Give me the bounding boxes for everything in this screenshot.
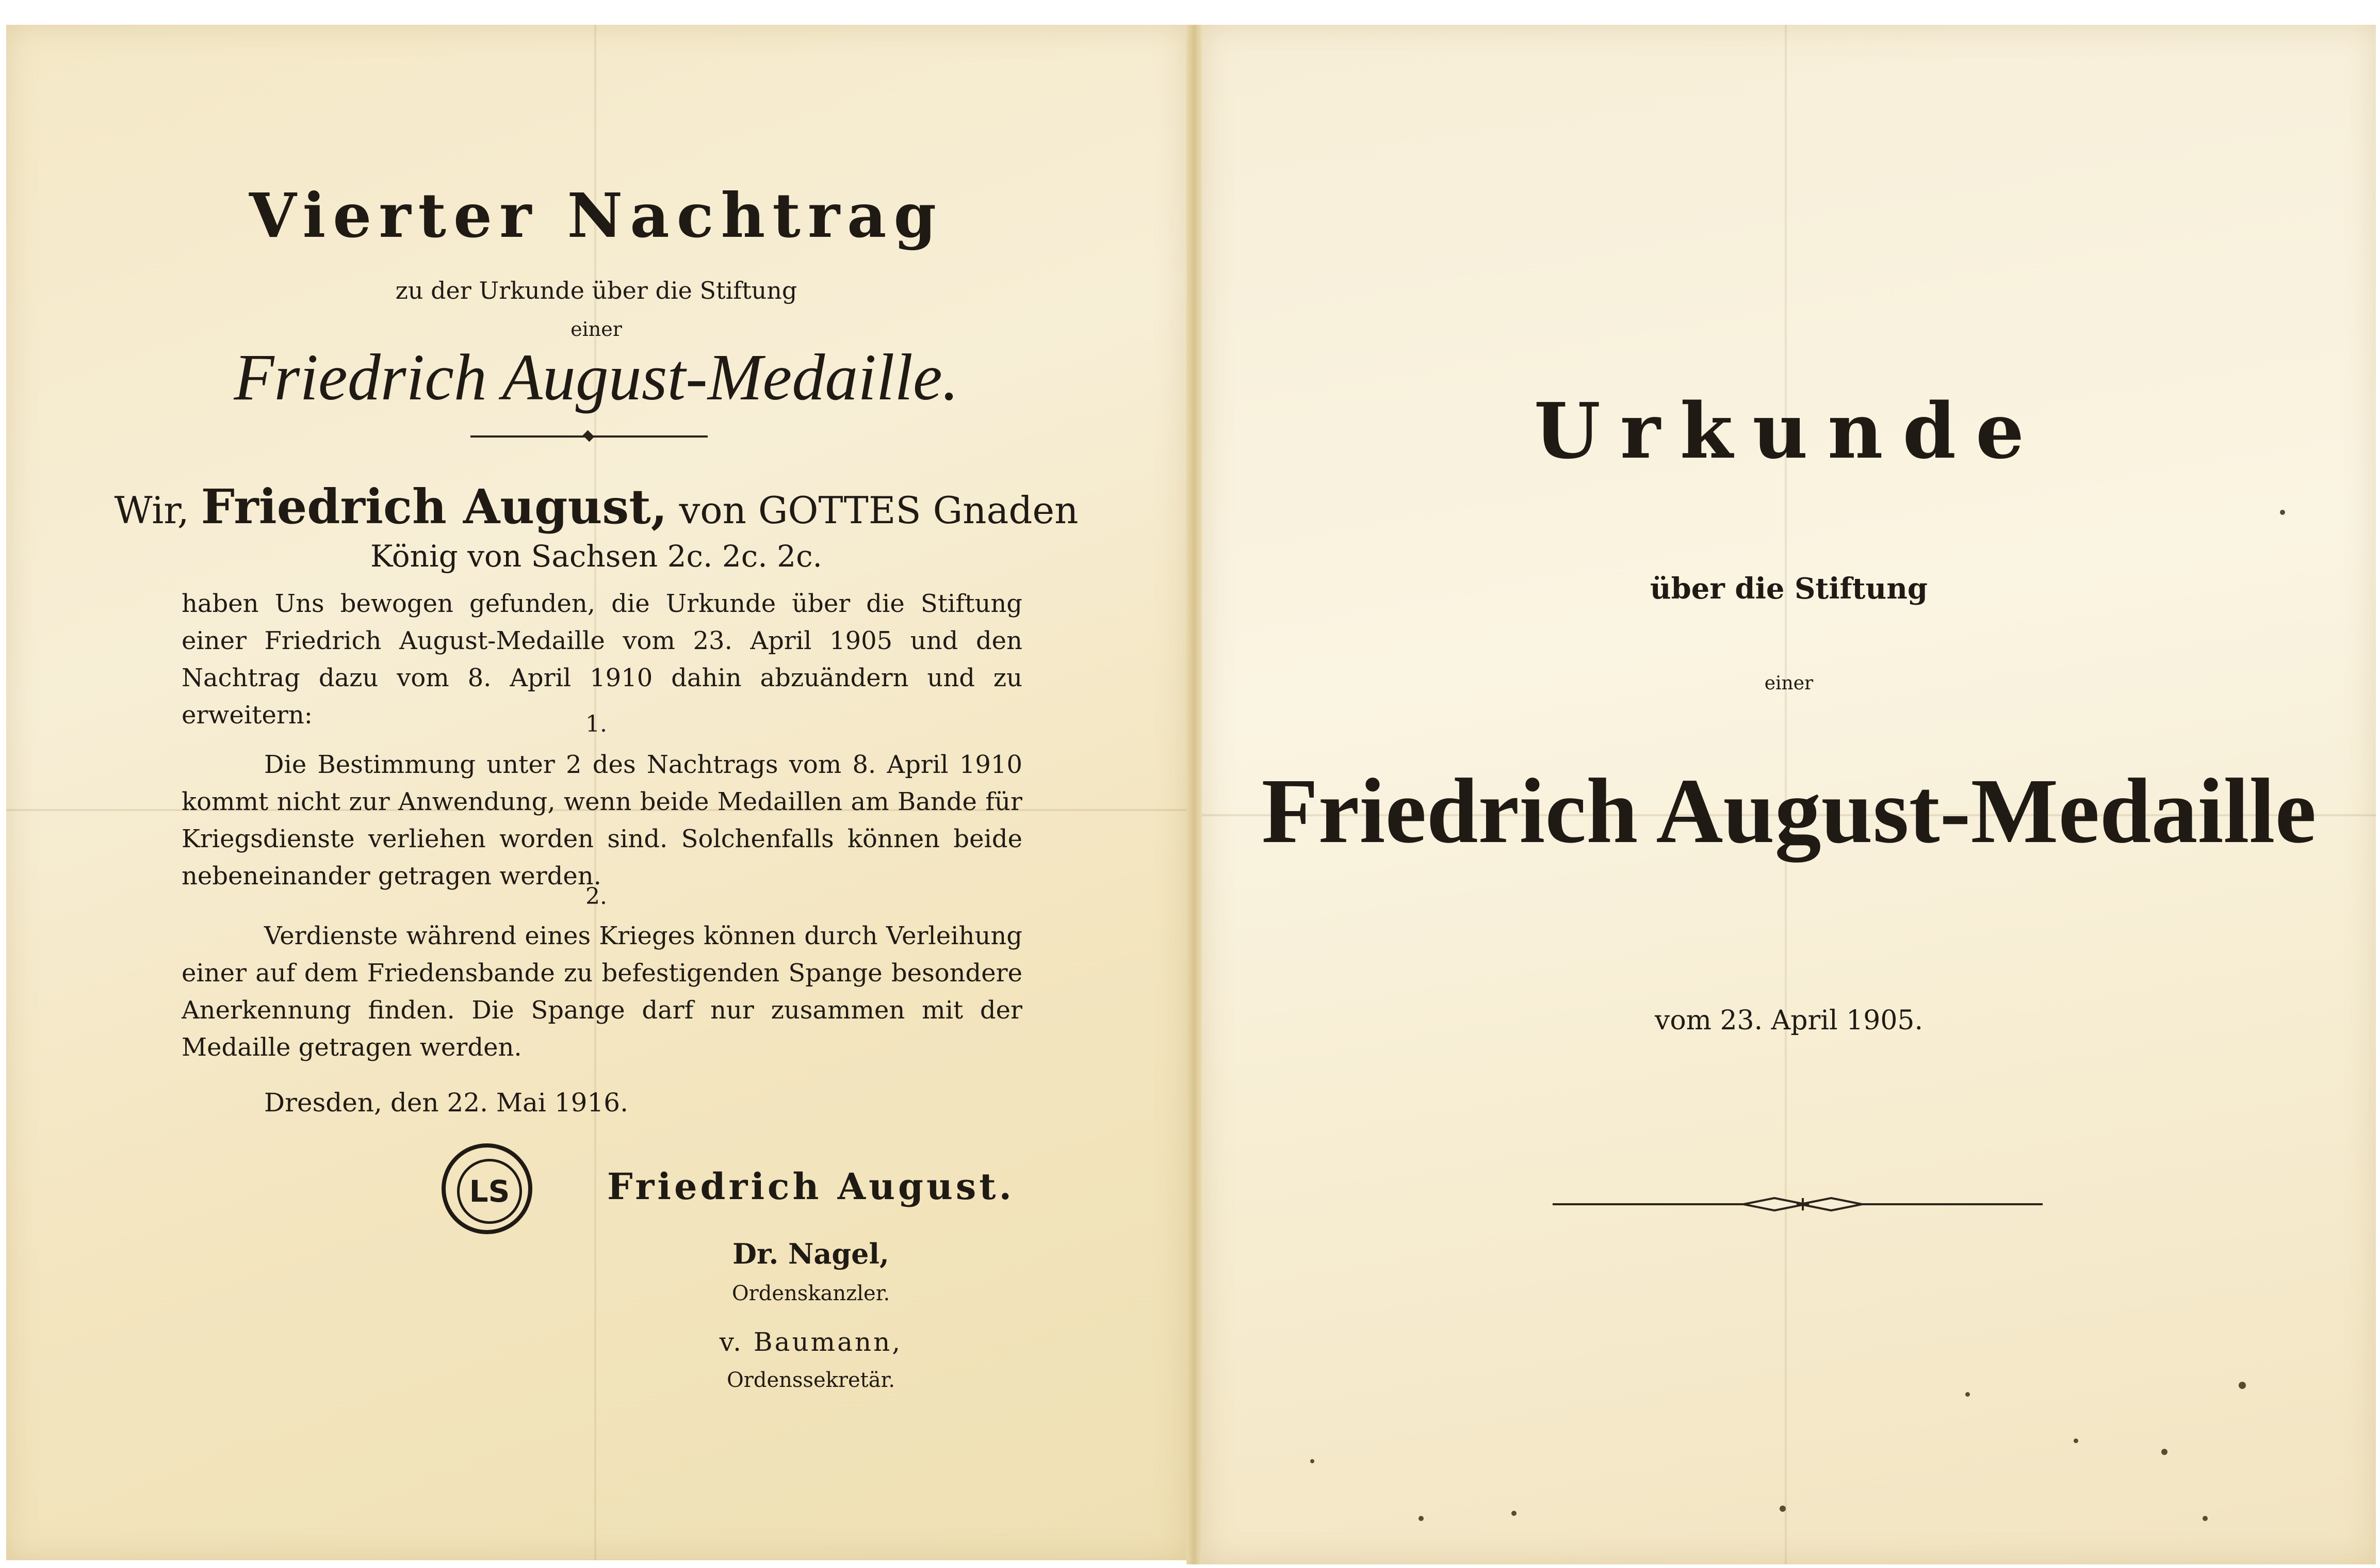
section-number: 1. — [585, 711, 607, 737]
foxing-spot — [1511, 1511, 1517, 1516]
sovereign-line — [6, 479, 1186, 535]
foxing-spot — [2074, 1438, 2078, 1443]
cover-subtitle-einer: einer — [1764, 673, 1814, 694]
intro-paragraph: haben Uns bewogen gefunden, die Urkunde über die Stiftung einer Friedrich August-Medaille vom 23. April 1905 und den Nachtrag dazu vom 8. April 1910 dahin abzuändern und zu erweitern: — [182, 589, 1022, 730]
foxing-spot — [1780, 1506, 1786, 1512]
signer-title: Ordenskanzler. — [731, 1282, 890, 1305]
seal-stamp — [442, 1143, 532, 1234]
cover-title: Urkunde — [1534, 386, 2044, 476]
foxing-spot — [1419, 1516, 1424, 1521]
cover-subtitle: über die Stiftung — [1650, 572, 1928, 606]
signature-baumann: v. Baumann, — [719, 1327, 903, 1357]
signer-title: Ordenssekretär. — [726, 1368, 895, 1392]
right-page — [1202, 25, 2376, 1564]
wir-prefix: Wir, — [114, 489, 189, 532]
foxing-spot — [2239, 1382, 2246, 1389]
section-1-text: Die Bestimmung unter 2 des Nachtrags vom 8. April 1910 kommt nicht zur Anwendung, wenn beide Medaillen am Bande für Kriegsdienste verliehen worden sind. Solchenfalls können beide nebeneinander getragen werden. — [182, 750, 1022, 891]
section-number: 2. — [585, 883, 607, 910]
king-title: König von Sachsen 2c. 2c. 2c. — [370, 539, 822, 574]
foxing-spot — [1965, 1392, 1970, 1397]
left-page — [6, 25, 1186, 1560]
date-line: Dresden, den 22. Mai 1916. — [264, 1088, 628, 1118]
seal-text: LS — [457, 1159, 522, 1224]
signature-nagel: Dr. Nagel, — [732, 1237, 889, 1270]
medal-name: Friedrich August-Medaille. — [234, 341, 959, 414]
cover-medal-name: Friedrich August-Medaille — [1261, 759, 2317, 862]
divider-ornament — [1738, 1194, 1867, 1215]
document-subtitle-einer: einer — [570, 318, 622, 341]
divider-ornament — [583, 430, 595, 442]
cover-date: vom 23. April 1905. — [1654, 1005, 1923, 1036]
foxing-spot — [2161, 1449, 2167, 1455]
section-2-text: Verdienste während eines Krieges können durch Verleihung einer auf dem Friedensbande zu befestigenden Spange besondere Anerkennung finden. Die Spange darf nur zusammen mit der Medaille getragen werden. — [182, 922, 1022, 1062]
foxing-spot — [2203, 1516, 2208, 1521]
foxing-spot — [2280, 510, 2285, 515]
sovereign-name: Friedrich August, — [201, 479, 667, 535]
page-fold — [1186, 25, 1202, 1564]
foxing-spot — [1310, 1459, 1314, 1463]
wir-suffix: von GOTTES Gnaden — [679, 489, 1079, 532]
document-subtitle: zu der Urkunde über die Stiftung — [395, 277, 797, 304]
signature-king: Friedrich August. — [607, 1165, 1015, 1208]
document-title: Vierter Nachtrag — [249, 180, 943, 251]
